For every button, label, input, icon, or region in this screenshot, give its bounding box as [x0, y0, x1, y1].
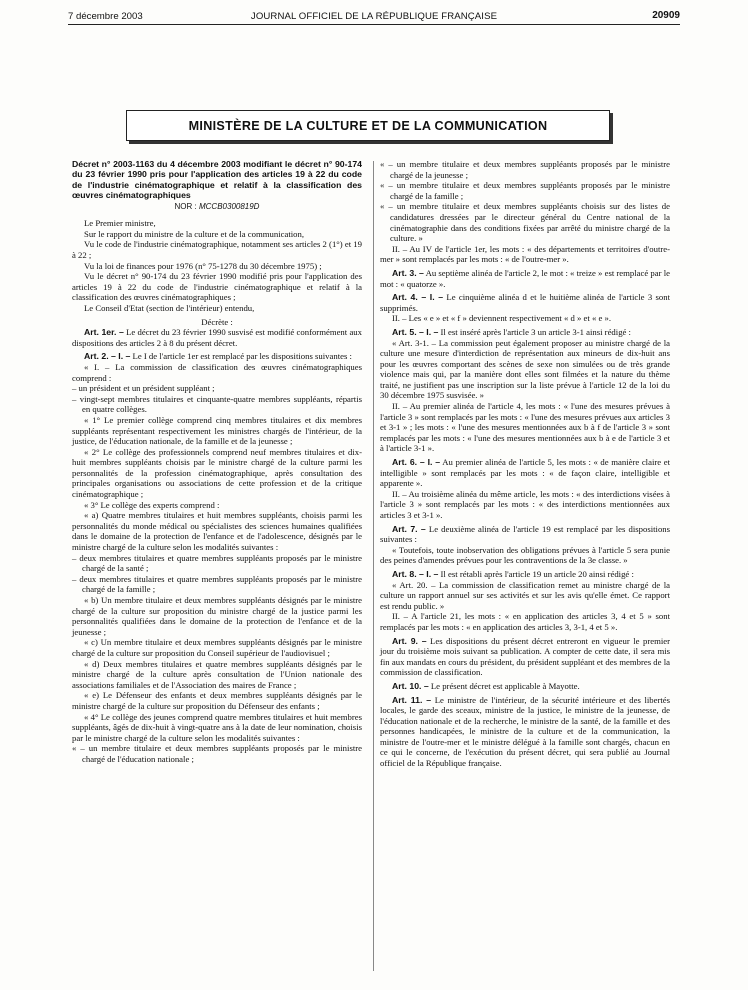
nor-code: MCCB0300819D: [198, 201, 260, 211]
paragraph: II. – A l'article 21, les mots : « en application des articles 3, 4 et 5 » sont remplacés par les mots : « en application des articles 3, 3-1, 4 et 5 ».: [380, 611, 670, 632]
article-text: Le ministre de l'intérieur, de la sécurité intérieure et des libertés locales, le garde des sceaux, ministre de la justice, le ministre de la jeunesse, de l'éducation nationale et de la recherche, le ministre de la santé, de la famille et des personnes handicapées, le ministre de la culture et de la communication, la ministre de l'outre-mer et le ministre délégué à la famille sont chargés, chacun en ce qui le concerne, de l'exécution du présent décret, qui sera publié au Journal officiel de la République française.: [380, 694, 671, 769]
paragraph: II. – Au premier alinéa de l'article 4, les mots : « l'une des mesures prévues à l'article 3 » sont remplacés par les mots : « l'une des mesures prévues aux articles 3 et 3-1 » ; les mots : « l'une des mesures mentionnées aux b à f de l'article 3 » sont remplacés par les mots : « l'une des mesures mentionnées aux b à e de l'article 3 et à l'article 3-1 ».: [380, 401, 670, 454]
paragraph: « Art. 20. – La commission de classification remet au ministre chargé de la culture un rapport annuel sur ses activités et sur les avis qu'elle émet. Ce rapport est rendu public. »: [380, 579, 670, 611]
article-text: Au premier alinéa de l'article 5, les mots : « de manière claire et intelligible » sont remplacés par les mots : « de façon claire, intelligible et apparente ».: [380, 457, 670, 489]
article-label: Art. 1er. –: [84, 327, 124, 338]
article-6: [380, 457, 670, 489]
paragraph: « Toutefois, toute inobservation des obligations prévues à l'article 5 sera punie des peines d'amendes prévues pour les contraventions de la 3e classe. »: [380, 544, 670, 566]
paragraph: « d) Deux membres titulaires et quatre membres suppléants désignés par le ministre chargé de la culture après consultation de l'Union nationale des associations familiales et de l'Association des maires de France ;: [72, 658, 362, 690]
article-1: [72, 327, 362, 348]
article-text: Le présent décret est applicable à Mayotte.: [430, 680, 580, 691]
list-item: – un président et un président suppléant ;: [72, 383, 215, 394]
article-7: [380, 524, 670, 545]
paragraph: Vu la loi de finances pour 1976 (n° 75-1278 du 30 décembre 1975) ;: [84, 260, 322, 271]
paragraph: « 2° Le collège des professionnels comprend neuf membres titulaires et dix-huit membres suppléants choisis par le ministre chargé de la culture parmi les personnalités de la profession cinématographique, après consultation des principales organisations ou associations de cette profession et de la critique cinématographique ;: [72, 446, 362, 500]
paragraph: « a) Quatre membres titulaires et huit membres suppléants, choisis parmi les personnalités du monde médical ou spécialistes des sciences humaines qualifiées dans le domaine de la protection de l'enfance et de l'adolescence, désignés par le ministre chargé de la culture selon les modalités suivantes :: [72, 510, 362, 553]
article-11: [380, 695, 670, 769]
paragraph: Vu le décret n° 90-174 du 23 février 1990 modifié pris pour l'application des articles 19 à 22 du code de l'industrie cinématographique et relatif à la classification des œuvres cinématographiques ;: [72, 271, 362, 303]
article-9: [380, 636, 670, 678]
article-10: [380, 681, 670, 692]
list-item: – deux membres titulaires et quatre membres suppléants proposés par le ministre chargé de la famille ;: [72, 573, 362, 595]
paragraph: « 3° Le collège des experts comprend :: [84, 499, 220, 510]
paragraph: II. – Au IV de l'article 1er, les mots : « des départements et territoires d'outre-mer » sont remplacés par les mots : « de l'outre-mer ».: [380, 243, 670, 265]
column-divider: [373, 161, 374, 971]
article-text: Au septième alinéa de l'article 2, le mot : « treize » est remplacé par le mot : « quatorze ».: [380, 267, 670, 289]
decrete-line: Décrète :: [201, 316, 233, 327]
article-2: [72, 351, 362, 362]
paragraph: Sur le rapport du ministre de la culture et de la communication,: [84, 228, 305, 239]
header-date: 7 décembre 2003: [68, 11, 143, 22]
article-label: Art. 11. –: [392, 694, 432, 705]
article-5: [380, 327, 670, 338]
left-column: [72, 159, 362, 765]
header-rule: [68, 24, 680, 25]
right-column: [380, 159, 670, 769]
article-text: Il est rétabli après l'article 19 un article 20 ainsi rédigé :: [440, 568, 634, 579]
paragraph: « Art. 3-1. – La commission peut également proposer au ministre chargé de la culture une mesure d'interdiction de représentation aux mineurs de dix-huit ans pour les œuvres comportant des scènes de sexe non simulées ou de très grande violence mais qui, par la manière dont elles sont filmées et la nature du thème traité, ne justifient pas une inscription sur la liste prévue à l'article 12 de la loi du 30 décembre 1975 susvisée. »: [380, 337, 670, 401]
paragraph: Vu le code de l'industrie cinématographique, notamment ses articles 2 (1°) et 19 à 22 ;: [72, 239, 362, 260]
paragraph: II. – Au troisième alinéa du même article, les mots : « des interdictions visées à l'article 3 » sont remplacés par les mots : « des interdictions mentionnées aux articles 3 et 3-1 ».: [380, 488, 670, 520]
list-item: « – un membre titulaire et deux membres suppléants choisis sur des listes de candidatures dressées par le directeur général du Centre national de la cinématographie dans des conditions fixées par arrêté du ministre chargé de la culture. »: [380, 201, 670, 244]
article-3: [380, 268, 670, 289]
list-item: « – un membre titulaire et deux membres suppléants proposés par le ministre chargé de la jeunesse ;: [380, 159, 670, 180]
nor-label: NOR :: [174, 201, 197, 211]
decree-title: Décret n° 2003-1163 du 4 décembre 2003 modifiant le décret n° 90-174 du 23 février 1990 pris pour l'application des articles 19 à 22 du code de l'industrie cinématographique et relatif à la classification des œuvres cinématographiques: [72, 159, 362, 201]
article-label: Art. 4. – I. –: [392, 292, 444, 303]
paragraph: Le Conseil d'Etat (section de l'intérieur) entendu,: [84, 302, 255, 313]
article-label: Art. 3. –: [392, 267, 424, 278]
article-label: Art. 10. –: [392, 680, 429, 691]
article-label: Art. 6. – I. –: [392, 457, 441, 468]
paragraph: « 4° Le collège des jeunes comprend quatre membres titulaires et huit membres suppléants, âgés de dix-huit à vingt-quatre ans à la date de leur nomination, choisis par le ministre chargé de la culture selon les modalités suivantes :: [72, 711, 362, 743]
list-item: – vingt-sept membres titulaires et cinquante-quatre membres suppléants, répartis en quatre collèges.: [72, 393, 362, 415]
ministry-heading-box: [126, 110, 610, 141]
paragraph: « c) Un membre titulaire et deux membres suppléants désignés par le ministre chargé de la culture sur proposition du Conseil supérieur de l'audiovisuel ;: [72, 637, 362, 658]
article-text: Il est inséré après l'article 3 un article 3-1 ainsi rédigé :: [440, 326, 631, 337]
ministry-heading: MINISTÈRE DE LA CULTURE ET DE LA COMMUNICATION: [188, 118, 548, 133]
article-label: Art. 7. –: [392, 523, 426, 534]
article-text: Le deuxième alinéa de l'article 19 est remplacé par les dispositions suivantes :: [380, 523, 671, 545]
article-label: Art. 8. – I. –: [392, 568, 439, 579]
article-label: Art. 2. – I. –: [84, 351, 131, 362]
article-text: Les dispositions du présent décret entreront en vigueur le premier jour du troisième mois suivant sa publication. A compter de cette date, il sera mis fin aux mandats en cours du président, du président suppléant et des membres de la commission de classification.: [380, 635, 670, 678]
article-4: [380, 292, 670, 313]
paragraph: « I. – La commission de classification des œuvres cinématographiques comprend :: [72, 361, 362, 383]
paragraph: « e) Le Défenseur des enfants et deux membres suppléants désignés par le ministre chargé de la culture sur proposition du Défenseur des enfants ;: [72, 690, 362, 711]
nor-line: [72, 202, 362, 213]
paragraph: « 1° Le premier collège comprend cinq membres titulaires et dix membres suppléants représentant respectivement les ministres chargés de l'intérieur, de la justice, de l'éducation nationale, de la famille et de la jeunesse ;: [72, 414, 362, 447]
article-text: Le I de l'article 1er est remplacé par les dispositions suivantes :: [132, 351, 352, 362]
list-item: – deux membres titulaires et quatre membres suppléants proposés par le ministre chargé de la santé ;: [72, 552, 362, 574]
article-text: Le cinquième alinéa d et le huitième alinéa de l'article 3 sont supprimés.: [380, 292, 671, 313]
page-number: 20909: [652, 10, 680, 21]
paragraph: « b) Un membre titulaire et deux membres suppléants désignés par le ministre chargé de la culture sur proposition du ministre chargé de la justice parmi les personnalités qualifiées dans le domaine de la protection de l'enfance et de la jeunesse ;: [72, 595, 362, 637]
paragraph: II. – Les « e » et « f » deviennent respectivement « d » et « e ».: [392, 313, 612, 324]
paragraph: Le Premier ministre,: [84, 218, 156, 229]
header-title: JOURNAL OFFICIEL DE LA RÉPUBLIQUE FRANÇAISE: [250, 11, 498, 22]
article-label: Art. 9. –: [392, 635, 427, 646]
article-text: Le décret du 23 février 1990 susvisé est modifié conformément aux dispositions des articles 2 à 8 du présent décret.: [72, 327, 362, 348]
list-item: « – un membre titulaire et deux membres suppléants proposés par le ministre chargé de l'éducation nationale ;: [72, 743, 362, 764]
article-label: Art. 5. – I. –: [392, 326, 439, 337]
list-item: « – un membre titulaire et deux membres suppléants proposés par le ministre chargé de la famille ;: [380, 180, 670, 201]
article-8: [380, 569, 670, 580]
